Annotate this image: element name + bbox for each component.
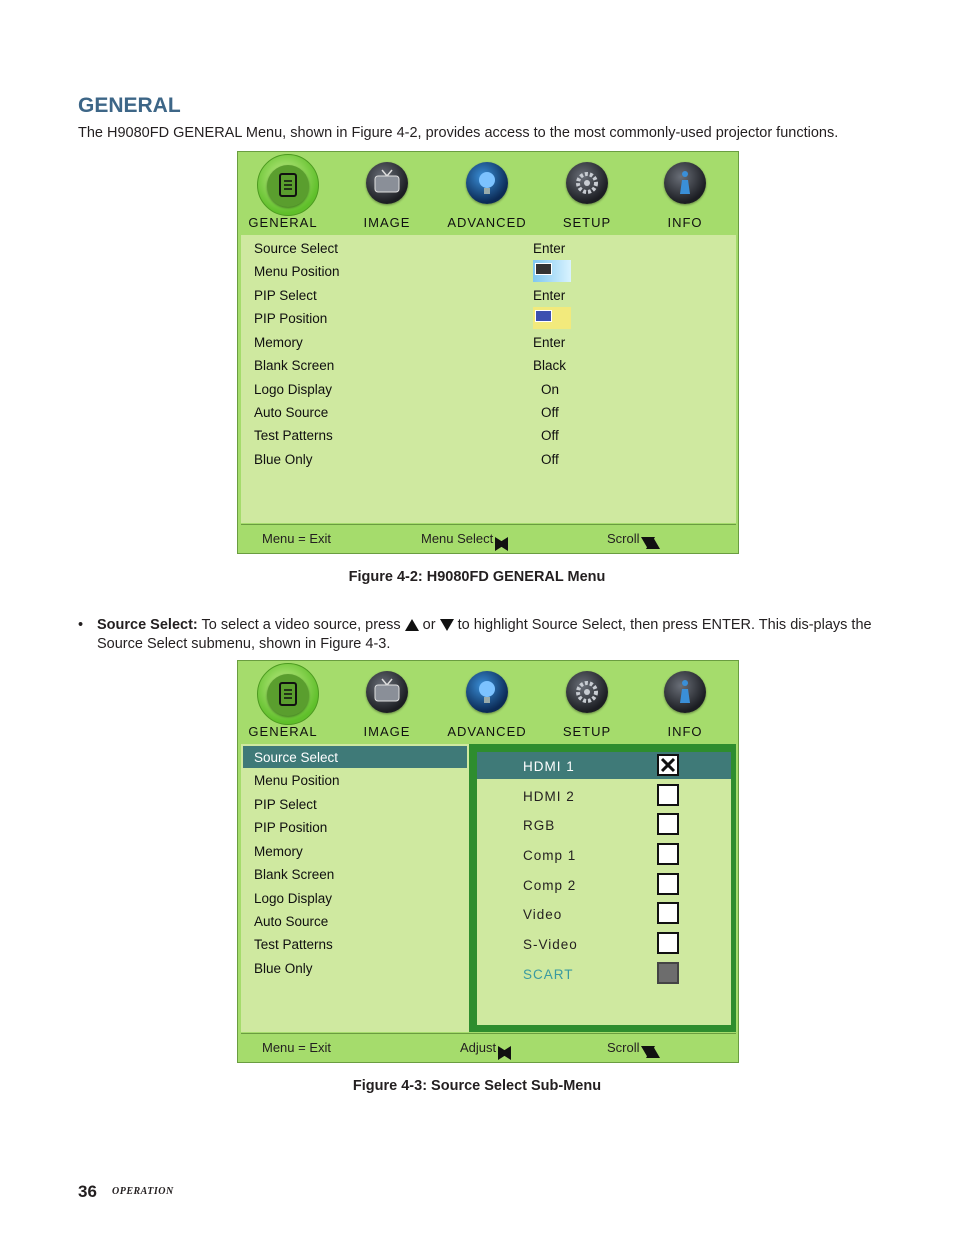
menu-status-bar xyxy=(241,1033,736,1061)
section-title: GENERAL xyxy=(78,94,181,117)
source-option-comp-1[interactable] xyxy=(477,841,731,868)
bullet-term: Source Select: xyxy=(97,617,198,633)
gear-icon xyxy=(566,162,608,204)
status-scroll-hint xyxy=(607,531,640,546)
source-submenu xyxy=(469,744,736,1032)
menu-item-memory[interactable]: Memory xyxy=(254,844,303,859)
tab-label: GENERAL xyxy=(248,724,318,739)
tab-label: IMAGE xyxy=(363,724,411,739)
tab-info[interactable] xyxy=(640,661,730,743)
menu-item-logo-display[interactable]: Logo Display xyxy=(254,382,333,397)
right-arrow-icon xyxy=(495,537,506,551)
menu-body xyxy=(241,235,736,523)
menu-item-menu-position[interactable]: Menu Position xyxy=(254,773,340,788)
source-option-hdmi-1[interactable] xyxy=(477,752,731,779)
lightbulb-icon xyxy=(466,162,508,204)
status-select-hint xyxy=(421,531,493,546)
tab-info[interactable] xyxy=(640,152,730,234)
source-option-comp-2[interactable] xyxy=(477,871,731,898)
tab-label: ADVANCED xyxy=(447,724,527,739)
bullet-text-part: to highlight Source Select, then press ENTER. This dis-plays the Source Select submenu, shown in Figure 4-3. xyxy=(97,617,872,652)
down-arrow-icon xyxy=(641,537,655,549)
status-adjust-hint xyxy=(460,1040,496,1055)
menu-item-logo-display[interactable]: Logo Display xyxy=(254,891,333,906)
source-option-label: S-Video xyxy=(523,937,578,952)
source-option-hdmi-2[interactable] xyxy=(477,782,731,809)
source-option-video[interactable] xyxy=(477,900,731,927)
checkbox-icon[interactable] xyxy=(657,902,679,924)
page-number: 36 xyxy=(78,1182,97,1201)
right-arrow-icon xyxy=(498,1046,509,1060)
checkbox-icon[interactable] xyxy=(657,932,679,954)
figure-caption: Figure 4-2: H9080FD GENERAL Menu xyxy=(348,569,606,585)
status-select-label: Menu Select xyxy=(421,531,494,546)
source-submenu-list xyxy=(477,752,731,1025)
footer-section-name: OPERATION xyxy=(112,1186,174,1197)
tab-label: SETUP xyxy=(562,724,612,739)
menu-item-test-patterns[interactable]: Test Patterns xyxy=(254,428,333,443)
menu-item-source-select[interactable]: Source Select xyxy=(254,750,339,765)
status-scroll-hint xyxy=(607,1040,640,1055)
tab-image[interactable] xyxy=(342,661,432,743)
menu-value: Off xyxy=(541,452,559,467)
menu-item-blue-only[interactable]: Blue Only xyxy=(254,961,313,976)
checkbox-icon[interactable] xyxy=(657,813,679,835)
bullet-text-part: To select a video source, press xyxy=(197,617,405,633)
source-option-label: HDMI 1 xyxy=(523,759,575,774)
checkbox-disabled-icon xyxy=(657,962,679,984)
menu-item-blank-screen[interactable]: Blank Screen xyxy=(254,867,335,882)
bullet-text xyxy=(97,616,878,654)
menu-item-source-select[interactable]: Source Select xyxy=(254,241,339,256)
down-arrow-icon xyxy=(641,1046,655,1058)
checkbox-checked-icon[interactable] xyxy=(657,754,679,776)
menu-item-auto-source[interactable]: Auto Source xyxy=(254,914,329,929)
pip-position-preview xyxy=(533,307,571,329)
source-option-label: RGB xyxy=(523,818,556,833)
menu-item-memory[interactable]: Memory xyxy=(254,335,303,350)
menu-value: Off xyxy=(541,405,559,420)
tab-label: ADVANCED xyxy=(447,215,527,230)
source-option-s-video[interactable] xyxy=(477,930,731,957)
info-icon xyxy=(664,671,706,713)
general-menu-osd xyxy=(237,151,739,554)
document-icon xyxy=(267,165,309,207)
bullet-dot: • xyxy=(78,617,84,633)
menu-item-menu-position[interactable]: Menu Position xyxy=(254,264,340,279)
info-icon xyxy=(664,162,706,204)
source-option-label: Comp 2 xyxy=(523,878,577,893)
document-icon xyxy=(267,674,309,716)
menu-value: Off xyxy=(541,428,559,443)
menu-item-blank-screen[interactable]: Blank Screen xyxy=(254,358,335,373)
tab-label: IMAGE xyxy=(363,215,411,230)
menu-value: Enter xyxy=(533,241,566,256)
down-arrow-icon xyxy=(440,619,454,631)
intro-paragraph: The H9080FD GENERAL Menu, shown in Figure 4-2, provides access to the most commonly-used projector functions. xyxy=(78,125,839,141)
menu-body xyxy=(241,744,736,1032)
menu-tab-bar xyxy=(238,152,738,234)
source-option-label: Comp 1 xyxy=(523,848,577,863)
up-arrow-icon xyxy=(405,619,419,631)
menu-item-test-patterns[interactable]: Test Patterns xyxy=(254,937,333,952)
source-option-label: Video xyxy=(523,907,563,922)
checkbox-icon[interactable] xyxy=(657,843,679,865)
figure-caption: Figure 4-3: Source Select Sub-Menu xyxy=(352,1078,602,1094)
menu-tab-bar xyxy=(238,661,738,743)
tab-label: GENERAL xyxy=(248,215,318,230)
bullet-text-part: or xyxy=(418,617,440,633)
tab-label: INFO xyxy=(667,215,703,230)
tv-icon xyxy=(366,162,408,204)
tab-setup[interactable] xyxy=(542,661,632,743)
tab-label: SETUP xyxy=(562,215,612,230)
menu-value: On xyxy=(541,382,560,397)
menu-value: Black xyxy=(533,358,567,373)
source-option-label: HDMI 2 xyxy=(523,789,575,804)
tab-general[interactable] xyxy=(238,152,328,234)
source-option-scart xyxy=(477,960,731,987)
menu-position-preview xyxy=(533,260,571,282)
menu-item-pip-select[interactable]: PIP Select xyxy=(254,288,317,303)
tab-general[interactable] xyxy=(238,661,328,743)
status-scroll-label: Scroll xyxy=(607,531,640,546)
menu-item-auto-source[interactable]: Auto Source xyxy=(254,405,329,420)
status-adjust-label: Adjust xyxy=(460,1040,497,1055)
checkbox-icon[interactable] xyxy=(657,873,679,895)
tab-label: INFO xyxy=(667,724,703,739)
tv-icon xyxy=(366,671,408,713)
tab-advanced[interactable] xyxy=(442,152,532,234)
menu-item-pip-position[interactable]: PIP Position xyxy=(254,311,328,326)
gear-icon xyxy=(566,671,608,713)
menu-status-bar xyxy=(241,524,736,552)
tab-advanced[interactable] xyxy=(442,661,532,743)
tab-image[interactable] xyxy=(342,152,432,234)
status-scroll-label: Scroll xyxy=(607,1040,640,1055)
status-exit-hint: Menu = Exit xyxy=(262,1040,332,1055)
tab-setup[interactable] xyxy=(542,152,632,234)
menu-item-blue-only[interactable]: Blue Only xyxy=(254,452,313,467)
status-exit-hint: Menu = Exit xyxy=(262,531,332,546)
menu-value: Enter xyxy=(533,335,566,350)
source-option-label: SCART xyxy=(523,967,574,982)
lightbulb-icon xyxy=(466,671,508,713)
source-option-rgb[interactable] xyxy=(477,811,731,838)
checkbox-icon[interactable] xyxy=(657,784,679,806)
menu-value: Enter xyxy=(533,288,566,303)
menu-item-pip-position[interactable]: PIP Position xyxy=(254,820,328,835)
source-select-osd xyxy=(237,660,739,1063)
menu-item-pip-select[interactable]: PIP Select xyxy=(254,797,317,812)
